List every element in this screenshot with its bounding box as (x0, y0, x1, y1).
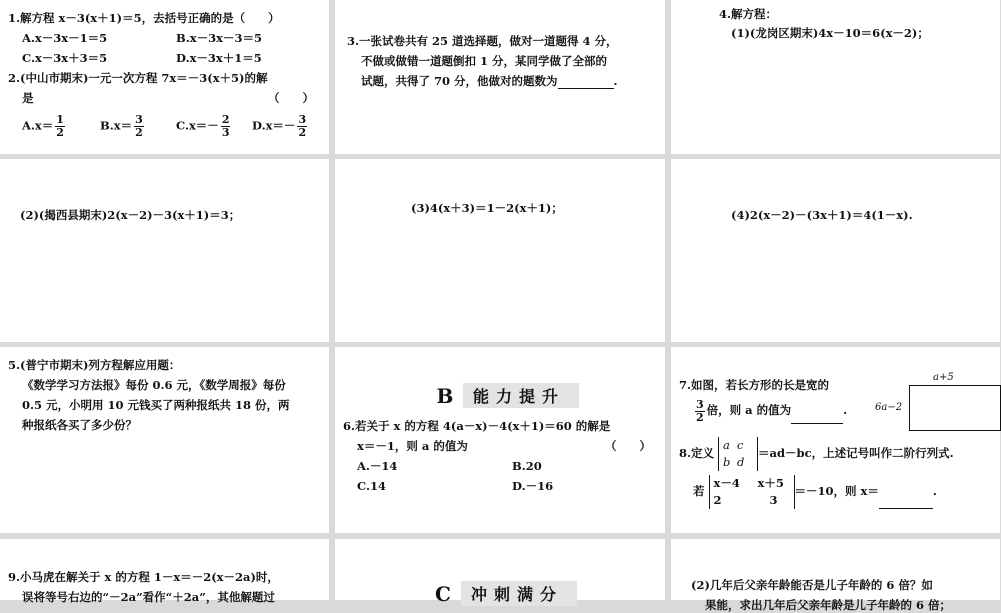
question-10-part2-line1: (2)几年后父亲年龄能否是儿子年龄的 6 倍？如 (691, 578, 933, 592)
det-d: d (737, 455, 745, 469)
section-letter-c: C (435, 581, 451, 606)
determinant-abcd (718, 437, 758, 471)
rectangle-figure (909, 385, 1001, 431)
q2-option-d-label: D.x＝－ (252, 118, 296, 133)
q2-d-num: 3 (298, 113, 307, 126)
section-title: 能力提升 (463, 383, 579, 408)
figure-top-label: a+5 (933, 372, 954, 383)
q6-option-b: B.20 (512, 459, 542, 473)
panel-question-3 (335, 0, 665, 154)
det-b: b (723, 455, 731, 469)
det-a: a (723, 438, 730, 452)
q8-answer-blank[interactable] (879, 494, 933, 509)
q2-d-den: 2 (298, 126, 307, 139)
panel-question-4-4 (671, 159, 1000, 342)
q2-a-den: 2 (56, 126, 64, 139)
question-9-line2: 误将等号右边的“－2a”看作“＋2a”，其他解题过 (22, 590, 275, 604)
question-7-line2-text: 倍，则 a 的值为 (706, 403, 792, 417)
q2-b-num: 3 (135, 113, 143, 126)
answer-blank[interactable] (558, 74, 614, 89)
panel-question-7-8 (671, 347, 1000, 533)
panel-question-9 (0, 539, 329, 604)
q8-suffix: ＝ad－bc，上述记号叫作二阶行列式. (758, 446, 954, 460)
figure-left-label: 6a−2 (875, 402, 903, 413)
q6-option-c: C.14 (357, 479, 386, 493)
question-3-line3-text: 试题，共得了 70 分，他做对的题数为 (361, 74, 558, 88)
question-7-line1: 7.如图，若长方形的长是宽的 (679, 378, 830, 392)
question-8-line (679, 437, 954, 471)
q7-fraction (695, 399, 705, 424)
question-7-line2 (693, 397, 847, 424)
question-9-line1: 9.小马虎在解关于 x 的方程 1－x＝－2(x－2a)时， (8, 570, 279, 584)
question-3-line1: 3.一张试卷共有 25 道选择题，做对一道题得 4 分， (347, 34, 618, 48)
panel-question-4-2 (0, 159, 329, 342)
q7-answer-blank[interactable] (791, 409, 843, 424)
det-x-plus-5: x＋5 (757, 476, 784, 490)
determinant-x (709, 475, 795, 509)
det-x-minus-4: x－4 (713, 476, 740, 490)
q2-b-den: 2 (135, 126, 143, 139)
panel-question-5 (0, 347, 329, 533)
q2-option-a-label: A.x＝ (22, 118, 54, 133)
q8-prefix: 8.定义 (679, 446, 715, 460)
q6-option-a: A.－14 (357, 459, 398, 473)
det-3: 3 (769, 493, 778, 507)
question-4-part3: (3)4(x＋3)＝1－2(x＋1)； (411, 201, 563, 215)
question-3-period: . (613, 74, 618, 88)
question-3-line3 (361, 73, 618, 89)
question-4-part2: (2)(揭西县期末)2(x－2)－3(x＋1)＝3； (20, 208, 241, 222)
section-title-c: 冲刺满分 (461, 581, 577, 606)
q8b-prefix: 若 (693, 484, 705, 498)
question-6-line1: 6.若关于 x 的方程 4(a－x)－4(x＋1)＝60 的解是 (343, 419, 611, 433)
question-2-text-line2: 是 (22, 91, 34, 105)
q8b-period: . (932, 484, 937, 498)
det-c: c (737, 438, 744, 452)
question-7-period: . (843, 403, 848, 417)
question-8b-line (693, 475, 937, 509)
q2-c-num: 2 (221, 113, 230, 126)
q2-option-c-label: C.x＝－ (176, 118, 219, 133)
q8b-suffix: ＝－10，则 x＝ (794, 484, 879, 498)
q2-option-b (100, 114, 146, 139)
q2-c-den: 3 (221, 126, 230, 139)
q6-option-d: D.－16 (512, 479, 554, 493)
q2-option-b-label: B.x＝ (100, 118, 133, 133)
question-4-part1: (1)(龙岗区期末)4x－10＝6(x－2)； (731, 26, 929, 40)
q2-a-num: 1 (56, 113, 64, 126)
panel-section-c (335, 539, 665, 606)
section-letter: B (436, 383, 454, 408)
section-banner-b (427, 383, 579, 408)
det-2: 2 (713, 493, 722, 507)
panel-question-4-1 (671, 0, 1000, 154)
question-5-line2: 《数学学习方法报》每份 0.6 元，《数学周报》每份 (22, 378, 286, 392)
question-3-line2: 不做或做错一道题倒扣 1 分，某同学做了全部的 (361, 54, 608, 68)
q1-option-c: C.x－3x＋3＝5 (22, 51, 108, 65)
section-banner-c (425, 581, 577, 606)
panel-question-4-3 (335, 159, 665, 342)
question-5-line4: 种报纸各买了多少份？ (22, 418, 137, 432)
question-2-text: 2.(中山市期末)一元一次方程 7x＝－3(x＋5)的解 (8, 71, 268, 85)
question-10-part2-line2: 果能，求出几年后父亲年龄是儿子年龄的 6 倍； (705, 598, 952, 612)
q2-option-d (252, 114, 309, 139)
q2-option-a (22, 114, 67, 139)
question-6-line2: x＝－1，则 a 的值为 (357, 439, 468, 453)
q1-option-b: B.x－3x－3＝5 (176, 31, 262, 45)
q7-frac-den: 2 (696, 410, 704, 424)
panel-question-1-2 (0, 0, 329, 154)
question-5-line1: 5.(普宁市期末)列方程解应用题： (8, 358, 181, 372)
question-4-part4: (4)2(x－2)－(3x＋1)＝4(1－x). (731, 208, 913, 222)
question-5-line3: 0.5 元，小明用 10 元钱买了两种报纸共 18 份，两 (22, 398, 290, 412)
panel-question-6 (335, 347, 665, 533)
question-4-heading: 4.解方程： (719, 7, 778, 21)
q2-option-c (176, 114, 232, 139)
q1-option-a: A.x－3x－1＝5 (22, 31, 108, 45)
q1-option-d: D.x－3x＋1＝5 (176, 51, 262, 65)
question-1-text: 1.解方程 x－3(x＋1)＝5，去括号正确的是（ ） (8, 11, 280, 25)
question-6-paren: （ ） (605, 439, 651, 453)
question-2-paren: （ ） (268, 91, 314, 105)
q7-frac-num: 3 (696, 397, 704, 411)
panel-question-10-2 (671, 539, 1000, 612)
